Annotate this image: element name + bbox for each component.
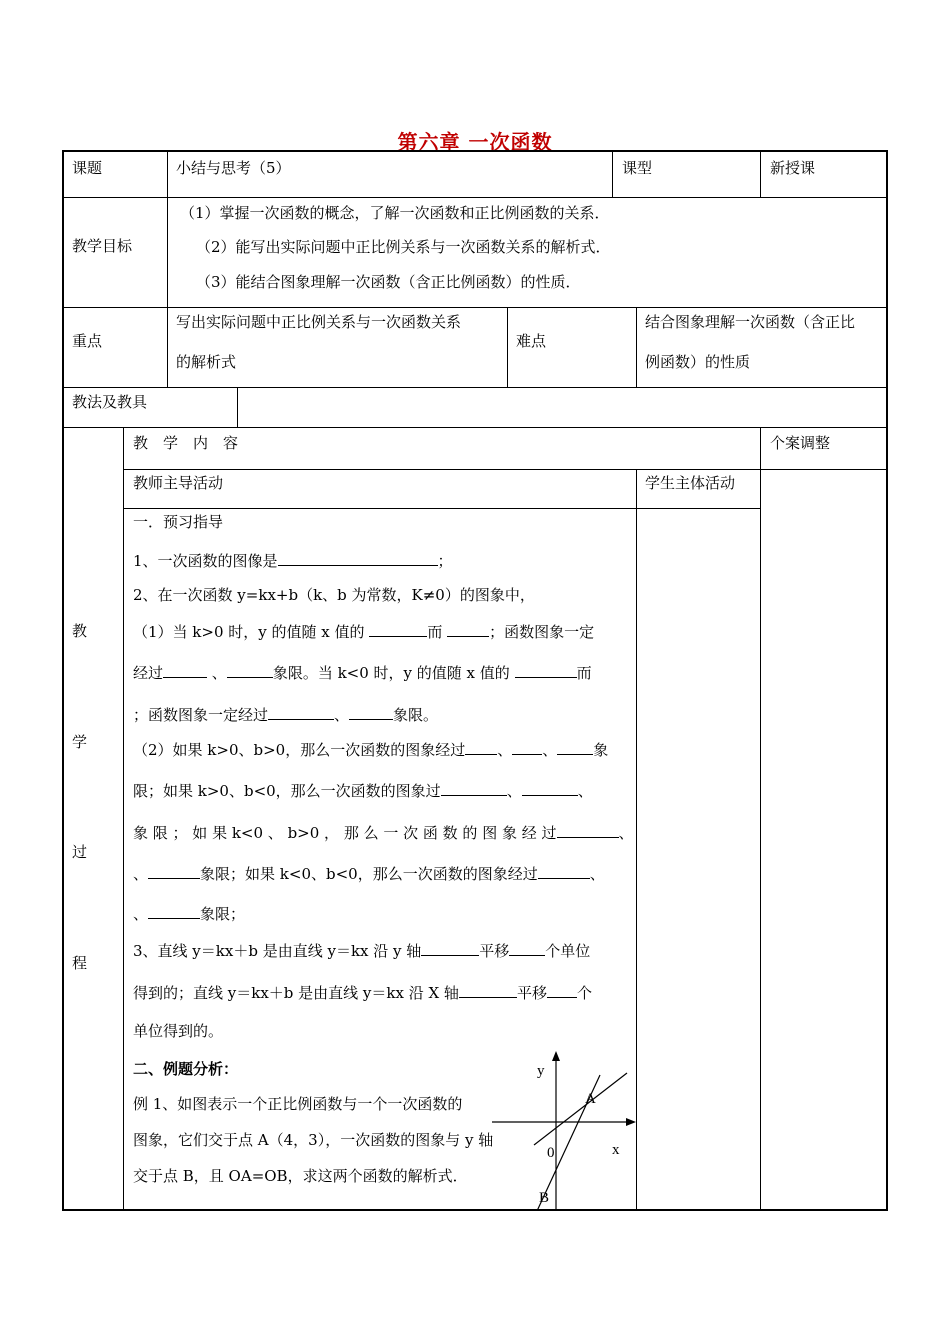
answer-blank[interactable] xyxy=(465,738,497,755)
y-axis-label: y xyxy=(537,1063,545,1079)
answer-blank[interactable] xyxy=(163,661,207,678)
row-divider xyxy=(62,387,888,388)
column-divider xyxy=(167,150,168,387)
goal-item: （2）能写出实际问题中正比例关系与一次函数关系的解析式． xyxy=(196,238,611,256)
section-heading: 二、例题分析： xyxy=(133,1060,239,1078)
answer-blank[interactable] xyxy=(459,981,517,998)
example-text: 交于点 B，且 OA=OB，求这两个函数的解析式． xyxy=(133,1167,468,1185)
question-line: 经过 、 象限。当 k<0 时，y 的值随 x 值的 而 xyxy=(133,661,592,683)
answer-blank[interactable] xyxy=(148,862,200,879)
question-line: 、 象限；如果 k<0、b<0，那么一次函数的图象经过 、 xyxy=(133,862,605,884)
column-divider xyxy=(507,307,508,387)
adjust-header: 个案调整 xyxy=(770,434,831,452)
lesson-type-label: 课型 xyxy=(622,159,653,177)
key-point-label: 重点 xyxy=(72,332,103,350)
answer-blank[interactable] xyxy=(512,738,542,755)
topic-label: 课题 xyxy=(72,159,103,177)
row-divider xyxy=(62,427,888,428)
goals-label: 教学目标 xyxy=(72,237,133,255)
origin-label: 0 xyxy=(547,1145,555,1161)
question-line: 得到的；直线 y＝kx＋b 是由直线 y＝kx 沿 X 轴 平移 个 xyxy=(133,981,592,1003)
difficulty-text: 结合图象理解一次函数（含正比 xyxy=(645,313,856,331)
question-line: 象 限 ； 如 果 k<0 、 b>0 ， 那 么 一 次 函 数 的 图 象 经 过 、 xyxy=(133,821,634,843)
question-line: 3、直线 y＝kx＋b 是由直线 y＝kx 沿 y 轴 平移 个单位 xyxy=(133,939,590,961)
example-text: 图象，它们交于点 A（4，3），一次函数的图象与 y 轴 xyxy=(133,1131,494,1149)
difficulty-label: 难点 xyxy=(516,332,547,350)
answer-blank[interactable] xyxy=(447,620,489,637)
column-divider xyxy=(636,307,637,387)
answer-blank[interactable] xyxy=(349,703,393,720)
column-divider xyxy=(237,387,238,427)
process-side-char: 程 xyxy=(72,954,88,972)
column-divider xyxy=(760,427,761,1211)
proportional-line xyxy=(534,1073,627,1145)
y-axis-arrow xyxy=(552,1051,560,1061)
question-line: 单位得到的。 xyxy=(133,1022,224,1040)
answer-blank[interactable] xyxy=(421,939,479,956)
row-divider xyxy=(123,508,760,509)
row-divider xyxy=(62,197,888,198)
answer-blank[interactable] xyxy=(515,661,577,678)
answer-blank[interactable] xyxy=(268,703,334,720)
question-line: ；函数图象一定经过 、 象限。 xyxy=(133,703,438,725)
x-axis-label: x xyxy=(612,1142,620,1158)
answer-blank[interactable] xyxy=(557,821,619,838)
student-header: 学生主体活动 xyxy=(645,474,736,492)
row-divider xyxy=(62,307,888,308)
method-label: 教法及教具 xyxy=(72,393,148,411)
answer-blank[interactable] xyxy=(369,620,427,637)
answer-blank[interactable] xyxy=(227,661,273,678)
question-line: （2）如果 k>0、b>0，那么一次函数的图象经过 、 、 象 xyxy=(133,738,608,760)
section-heading: 一．预习指导 xyxy=(133,513,224,531)
answer-blank[interactable] xyxy=(547,981,577,998)
key-point-text: 的解析式 xyxy=(176,353,237,371)
point-b-label: B xyxy=(539,1190,550,1206)
process-side-char: 过 xyxy=(72,843,88,861)
answer-blank[interactable] xyxy=(557,738,593,755)
point-a-label: A xyxy=(585,1091,596,1107)
content-header: 教 学 内 容 xyxy=(133,434,239,452)
row-divider xyxy=(123,469,888,470)
goal-item: （1）掌握一次函数的概念，了解一次函数和正比例函数的关系． xyxy=(180,204,610,222)
goal-item: （3）能结合图象理解一次函数（含正比例函数）的性质． xyxy=(196,273,581,291)
column-divider xyxy=(123,427,124,1211)
column-divider xyxy=(760,150,761,197)
question-line: 、 象限； xyxy=(133,902,245,924)
column-divider xyxy=(612,150,613,197)
answer-blank[interactable] xyxy=(522,779,578,796)
question-line: 限；如果 k>0、b<0，那么一次函数的图象过 、 、 xyxy=(133,779,593,801)
x-axis-arrow xyxy=(626,1118,636,1126)
topic-value: 小结与思考（5） xyxy=(176,159,291,177)
example-text: 例 1、如图表示一个正比例函数与一个一次函数的 xyxy=(133,1095,463,1113)
teacher-header: 教师主导活动 xyxy=(133,474,224,492)
answer-blank[interactable] xyxy=(538,862,590,879)
key-point-text: 写出实际问题中正比例关系与一次函数关系 xyxy=(176,313,462,331)
document-title: 第六章 一次函数 xyxy=(397,130,553,154)
question-line: 1、一次函数的图像是 ； xyxy=(133,549,453,571)
lesson-type-value: 新授课 xyxy=(770,159,816,177)
answer-blank[interactable] xyxy=(148,902,200,919)
answer-blank[interactable] xyxy=(441,779,507,796)
difficulty-text: 例函数）的性质 xyxy=(645,353,751,371)
function-graph xyxy=(490,1045,640,1211)
question-line: （1）当 k>0 时，y 的值随 x 值的 而 ；函数图象一定 xyxy=(133,620,594,642)
question-line: 2、在一次函数 y=kx+b（k、b 为常数，K≠0）的图象中， xyxy=(133,586,535,604)
answer-blank[interactable] xyxy=(509,939,545,956)
process-side-char: 学 xyxy=(72,733,88,751)
process-side-char: 教 xyxy=(72,622,88,640)
answer-blank[interactable] xyxy=(278,549,438,566)
